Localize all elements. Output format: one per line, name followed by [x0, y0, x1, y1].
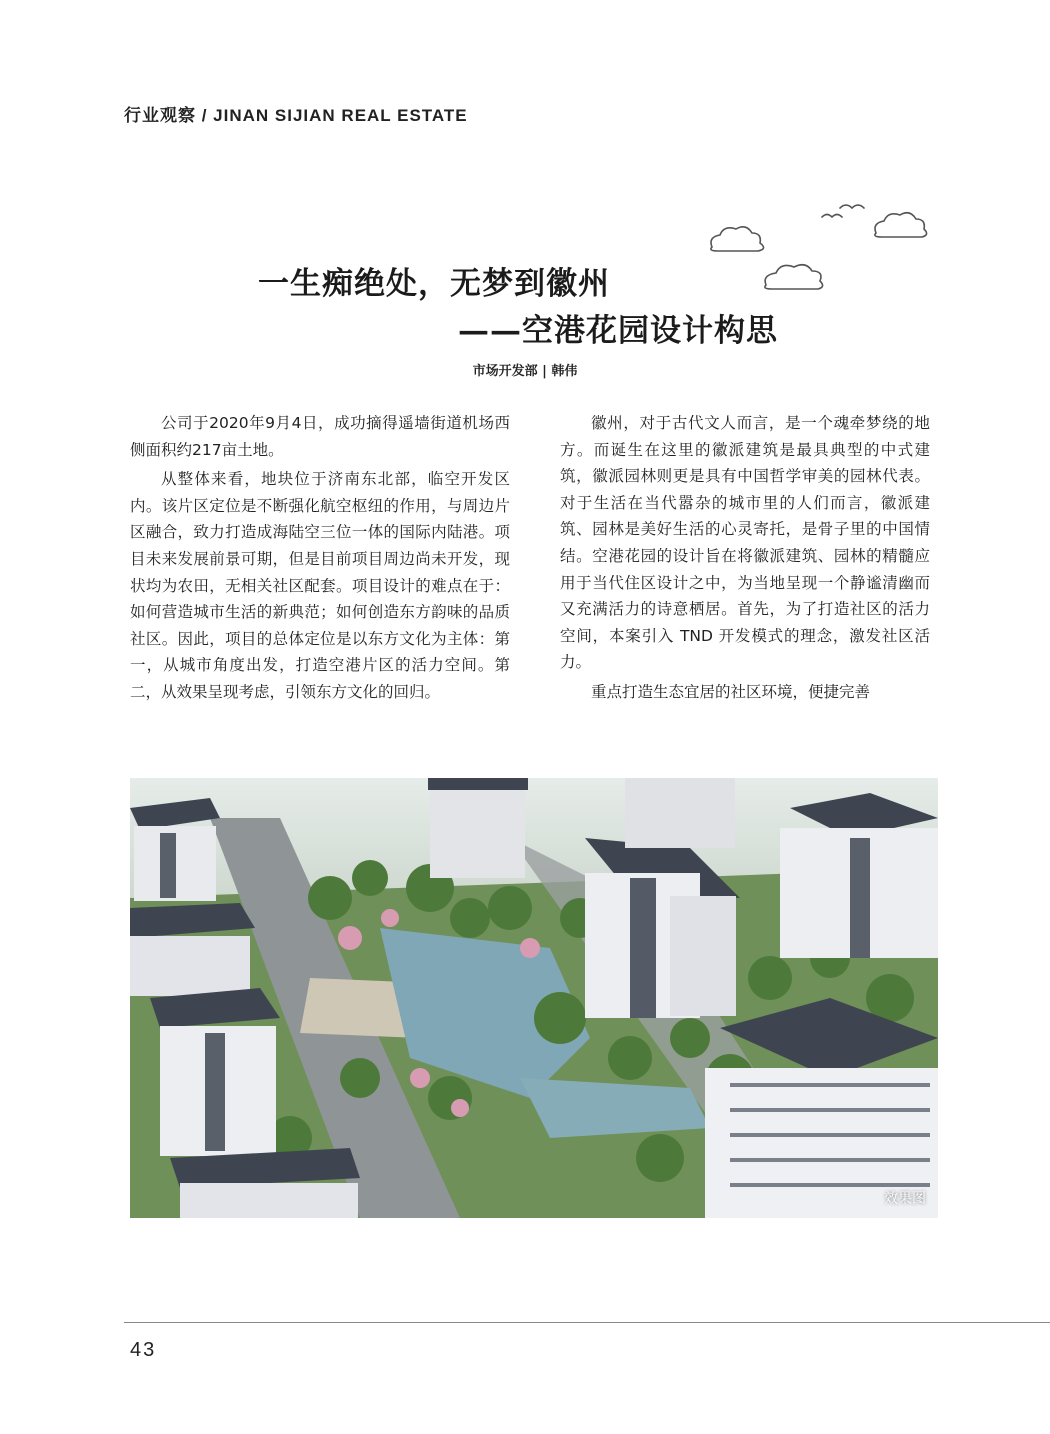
bird-icon: [840, 205, 864, 208]
paragraph: 从整体来看，地块位于济南东北部，临空开发区内。该片区定位是不断强化航空枢纽的作用，与周边片区融合，致力打造成海陆空三位一体的国际内陆港。项目未来发展前景可期，但是目前项目周边尚未开发，现状均为农田，无相关社区配套。项目设计的难点在于：如何营造城市生活的新典范；如何创造东方韵味的品质社区。因此，项目的总体定位是以东方文化为主体：第一，从城市角度出发，打造空港片区的活力空间。第二，从效果呈现考虑，引领东方文化的回归。: [130, 470, 510, 701]
section-header: 行业观察 / JINAN SIJIAN REAL ESTATE: [124, 106, 468, 125]
footer-divider: [124, 1322, 1050, 1323]
page-number: 43: [130, 1339, 157, 1361]
building-right-bottom: [705, 998, 938, 1218]
paragraph: 徽州，对于古代文人而言，是一个魂牵梦绕的地方。而诞生在这里的徽派建筑是最具典型的中式建筑，徽派园林则更是具有中国哲学审美的园林代表。对于生活在当代嚣杂的城市里的人们而言，徽派建筑、园林是美好生活的心灵寄托，是骨子里的中国情结。空港花园的设计旨在将徽派建筑、园林的精髓应用于当代住区设计之中，为当地呈现一个静谧清幽而又充满活力的诗意栖居。首先，为了打造社区的活力空间，本案引入 TND 开发模式的理念，激发社区活力。: [560, 414, 930, 672]
author-byline: 市场开发部 | 韩伟: [472, 364, 578, 379]
article-subtitle: ——空港花园设计构思: [458, 313, 778, 349]
paragraph: 公司于2020年9月4日，成功摘得遥墙街道机场西侧面积约217亩土地。: [130, 414, 510, 459]
rendering-image: [130, 778, 938, 1218]
bird-icon: [822, 215, 842, 218]
article-title: 一生痴绝处，无梦到徽州: [258, 266, 610, 302]
bird-cloud-decoration: [700, 195, 930, 305]
left-column: [130, 410, 510, 709]
figure-caption: 效果图: [884, 1191, 926, 1207]
cloud-icon: [875, 213, 927, 237]
cloud-icon: [711, 227, 764, 251]
paragraph: 重点打造生态宜居的社区环境，便捷完善: [591, 682, 871, 701]
right-column: [560, 410, 930, 709]
cloud-icon: [765, 265, 823, 289]
aerial-rendering-illustration: [130, 778, 938, 1218]
building-left-top: [130, 798, 220, 901]
building-left-mid: [130, 903, 255, 996]
